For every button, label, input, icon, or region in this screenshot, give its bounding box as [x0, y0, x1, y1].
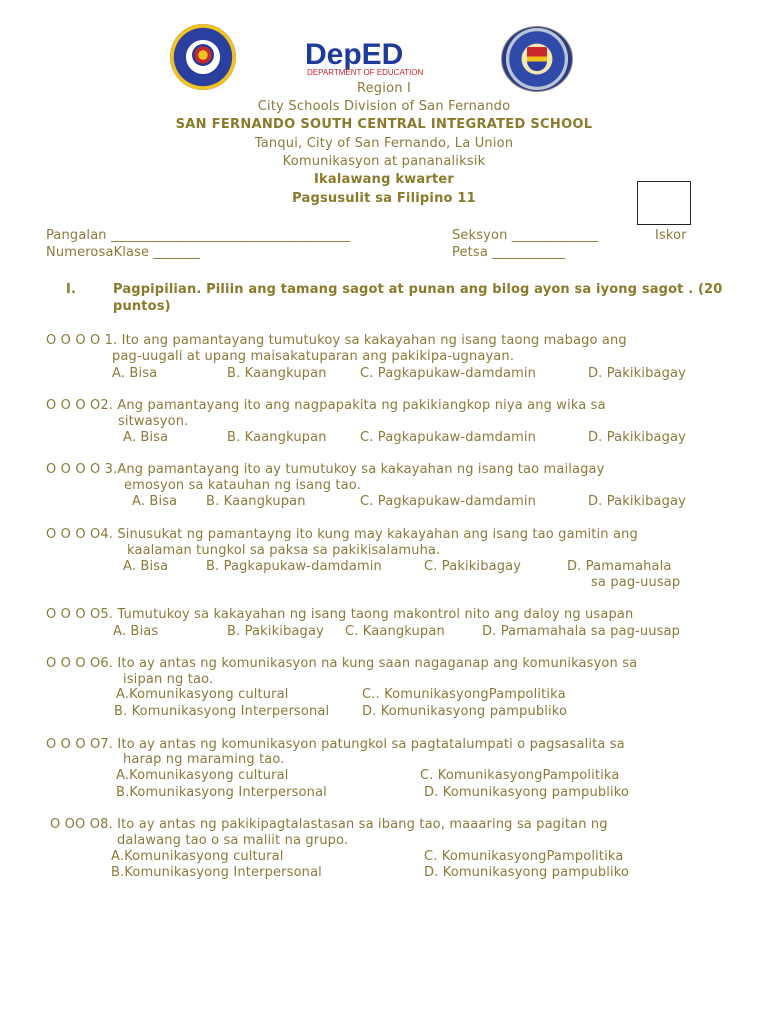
choice-d[interactable]: D. Pamamahala	[567, 559, 672, 574]
quarter-line: Ikalawang kwarter	[313, 172, 455, 187]
choice-d[interactable]: D. Komunikasyong pampubliko	[362, 704, 568, 719]
section-instruction: Pagpipilian. Piliin ang tamang sagot at punan ang bilog ayon sa iyong sagot . (20	[113, 282, 723, 297]
question-text-cont: dalawang tao o sa maliit na grupo.	[117, 833, 349, 848]
region-line: Region I	[356, 81, 412, 96]
question-text-cont: pag-uugali at upang maisakatuparan ang pakikipa-ugnayan.	[112, 349, 515, 364]
choice-a[interactable]: A. Bias	[113, 624, 159, 639]
question-text: O OO O8. Ito ay antas ng pakikipagtalastasan sa ibang tao, maaaring sa pagitan ng	[50, 817, 608, 832]
choice-a[interactable]: A. Bisa	[123, 430, 169, 445]
class-number-field[interactable]: NumerosaKlase _______	[46, 245, 201, 260]
choice-b[interactable]: B.Komunikasyong Interpersonal	[116, 785, 327, 800]
question-text-cont: sitwasyon.	[118, 414, 189, 429]
question-text: O O O O 3.Ang pamantayang ito ay tumutukoy sa kakayahan ng isang tao mailagay	[46, 462, 605, 477]
choice-b[interactable]: B. Kaangkupan	[227, 430, 327, 445]
choice-d[interactable]: D. Pamamahala sa pag-uusap	[482, 624, 681, 639]
choice-b[interactable]: B.Komunikasyong Interpersonal	[111, 865, 322, 880]
choice-a[interactable]: A.Komunikasyong cultural	[116, 768, 289, 783]
name-field[interactable]: Pangalan ____________________________________	[46, 228, 351, 243]
school-address: Tanqui, City of San Fernando, La Union	[254, 136, 514, 151]
section-instruction-cont: puntos)	[113, 299, 171, 314]
question-text: O O O O6. Ito ay antas ng komunikasyon na kung saan nagaganap ang komunikasyon sa	[46, 656, 638, 671]
question-text-cont: emosyon sa katauhan ng isang tao.	[124, 478, 361, 493]
choice-d-cont: sa pag-uusap	[591, 575, 681, 590]
choice-a[interactable]: A.Komunikasyong cultural	[111, 849, 284, 864]
question-text: O O O O7. Ito ay antas ng komunikasyon patungkol sa pagtatalumpati o pagsasalita sa	[46, 737, 625, 752]
question-text: O O O O 1. Ito ang pamantayang tumutukoy sa kakayahan ng isang taong mabago ang	[46, 333, 627, 348]
choice-a[interactable]: A.Komunikasyong cultural	[116, 687, 289, 702]
choice-d[interactable]: D. Pakikibagay	[588, 494, 687, 509]
choice-c[interactable]: C. Pagkapukaw-damdamin	[360, 366, 537, 381]
test-title: Pagsusulit sa Filipino 11	[292, 191, 476, 206]
choice-c[interactable]: C. Pakikibagay	[424, 559, 522, 574]
choice-a[interactable]: A. Bisa	[112, 366, 158, 381]
score-box	[637, 181, 691, 225]
choice-d[interactable]: D. Pakikibagay	[588, 430, 687, 445]
deped-logo-text: DepED	[305, 38, 404, 71]
choice-d[interactable]: D. Komunikasyong pampubliko	[424, 785, 630, 800]
score-label: Iskor	[655, 228, 687, 243]
question-text-cont: harap ng maraming tao.	[123, 752, 285, 767]
choice-c[interactable]: C. Kaangkupan	[345, 624, 445, 639]
date-field[interactable]: Petsa ___________	[452, 245, 566, 260]
school-name: SAN FERNANDO SOUTH CENTRAL INTEGRATED SCHOOL	[175, 117, 593, 132]
choice-c[interactable]: C. Pagkapukaw-damdamin	[360, 494, 537, 509]
question-text-cont: kaalaman tungkol sa paksa sa pakikisalamuha.	[127, 543, 441, 558]
choice-b[interactable]: B. Kaangkupan	[227, 366, 327, 381]
choice-b[interactable]: B. Komunikasyong Interpersonal	[114, 704, 330, 719]
choice-b[interactable]: B. Pagkapukaw-damdamin	[206, 559, 382, 574]
choice-a[interactable]: A. Bisa	[123, 559, 169, 574]
choice-c[interactable]: C. Pagkapukaw-damdamin	[360, 430, 537, 445]
choice-c[interactable]: C. KomunikasyongPampolitika	[424, 849, 624, 864]
question-text: O O O O2. Ang pamantayang ito ang nagpapakita ng pakikiangkop niya ang wika sa	[46, 398, 606, 413]
subject-line: Komunikasyon at pananaliksik	[282, 154, 486, 169]
choice-d[interactable]: D. Pakikibagay	[588, 366, 687, 381]
section-number: I.	[66, 282, 77, 297]
deped-logo-subtext: DEPARTMENT OF EDUCATION	[307, 68, 424, 76]
choice-b[interactable]: B. Pakikibagay	[227, 624, 324, 639]
question-text: O O O O4. Sinusukat ng pamantayng ito kung may kakayahan ang isang tao gamitin ang	[46, 527, 638, 542]
choice-a[interactable]: A. Bisa	[132, 494, 178, 509]
choice-d[interactable]: D. Komunikasyong pampubliko	[424, 865, 630, 880]
choice-c[interactable]: C.. KomunikasyongPampolitika	[362, 687, 566, 702]
choice-c[interactable]: C. KomunikasyongPampolitika	[420, 768, 620, 783]
question-text: O O O O5. Tumutukoy sa kakayahan ng isang taong makontrol nito ang daloy ng usapan	[46, 607, 634, 622]
section-field[interactable]: Seksyon _____________	[452, 228, 599, 243]
question-text-cont: isipan ng tao.	[123, 672, 214, 687]
choice-b[interactable]: B. Kaangkupan	[206, 494, 306, 509]
deped-logo	[305, 38, 465, 76]
division-line: City Schools Division of San Fernando	[257, 99, 511, 114]
